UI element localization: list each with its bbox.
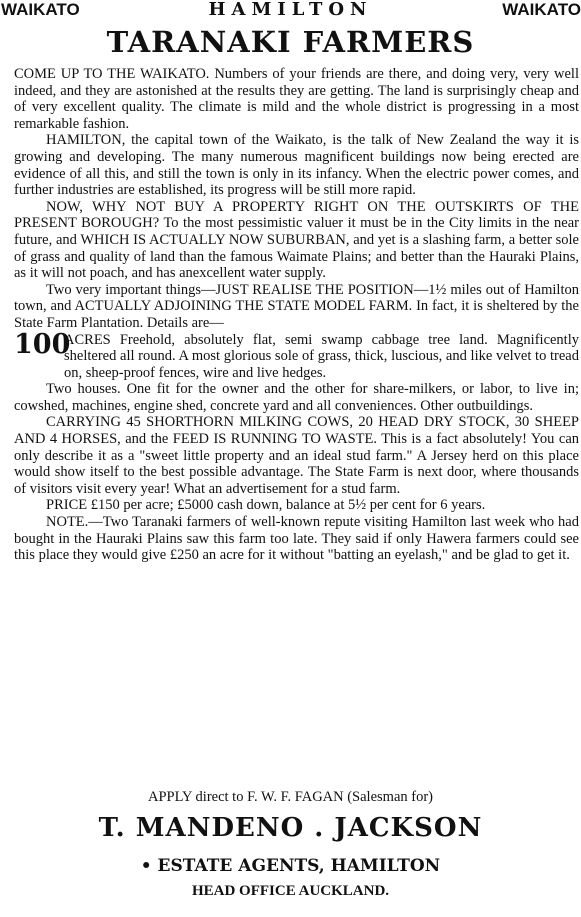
firm-name: T. MANDENO . JACKSON xyxy=(98,813,483,843)
acres-block xyxy=(14,328,579,382)
paragraph-note: NOTE.—Two Taranaki farmers of well-known repute visiting Hamilton last week who had bought in the Hauraki Plains saw this farm too late. They said if only Hawera farmers could see this place they would give £250 an acre for it without "batting an eyelash," and be glad to get it. xyxy=(14,514,579,564)
paragraph-position: Two very important things—JUST REALISE THE POSITION—1½ miles out of Hamilton town, and ACTUALLY ADJOINING THE STATE MODEL FARM. In fact, it is sheltered by the State Farm Plantation. Details are— xyxy=(14,281,579,331)
acres-number: 100 xyxy=(14,328,71,360)
paragraph-houses: Two houses. One fit for the owner and the other for share-milkers, or labor, to live in; cowshed, machines, engine shed, concrete yard and all conveniences. Other outbuildings. xyxy=(14,381,579,414)
office-line: HEAD OFFICE AUCKLAND. xyxy=(191,883,390,899)
paragraph-hamilton: HAMILTON, the capital town of the Waikato, is the talk of New Zealand the way it is growing and developing. The many numerous magnificent buildings now being erected are evidence of all this, and still the town is only in its infancy. When the electric power comes, and further industries are established, its progress will be still more rapid. xyxy=(14,132,579,199)
header-bar xyxy=(0,0,581,22)
apply-line: APPLY direct to F. W. F. FAGAN (Salesman for) xyxy=(147,789,433,805)
article-body xyxy=(14,66,579,564)
page-title: TARANAKI FARMERS xyxy=(106,25,475,59)
header-right: WAIKATO xyxy=(502,0,581,19)
paragraph-stock: CARRYING 45 SHORTHORN MILKING COWS, 20 HEAD DRY STOCK, 30 SHEEP AND 4 HORSES, and the FEED IS RUNNING TO WASTE. This is a fact absolutely! You can only describe it as a "sweet little property and an ideal stud farm." A Jersey herd on this place would show itself to the best possible advantage. The State Farm is next door, where thousands of visitors visit every year! What an advertisement for a stud farm. xyxy=(14,414,579,497)
paragraph-price: PRICE £150 per acre; £5000 cash down, balance at 5½ per cent for 6 years. xyxy=(46,497,486,514)
paragraph-intro: COME UP TO THE WAIKATO. Numbers of your friends are there, and doing very, very well indeed, and they are astonished at the results they are getting. The land is surprisingly cheap and of very excellent quality. The climate is mild and the whole district is progressing in a most remarkable fashion. xyxy=(14,66,579,132)
agents-line: • ESTATE AGENTS, HAMILTON xyxy=(140,856,441,876)
paragraph-property: NOW, WHY NOT BUY A PROPERTY RIGHT ON THE OUTSKIRTS OF THE PRESENT BOROUGH? To the most pessimistic valuer it must be in the City limits in the near future, and WHICH IS ACTUALLY NOW SUBURBAN, and yet is a slashing farm, a better sole of grass and quality of land than the famous Waimate Plains; and better than the Hauraki Plains, as it will not poach, and has anexcellent water supply. xyxy=(14,198,579,282)
header-center: HAMILTON xyxy=(208,0,373,20)
header-left: WAIKATO xyxy=(1,0,80,19)
acres-text: ACRES Freehold, absolutely flat, semi swamp cabbage tree land. Magnificently sheltered all round. A most glorious sole of grass, thick, luscious, and like velvet to tread on, sheep-proof fences, wire and live hedges. xyxy=(64,331,579,381)
